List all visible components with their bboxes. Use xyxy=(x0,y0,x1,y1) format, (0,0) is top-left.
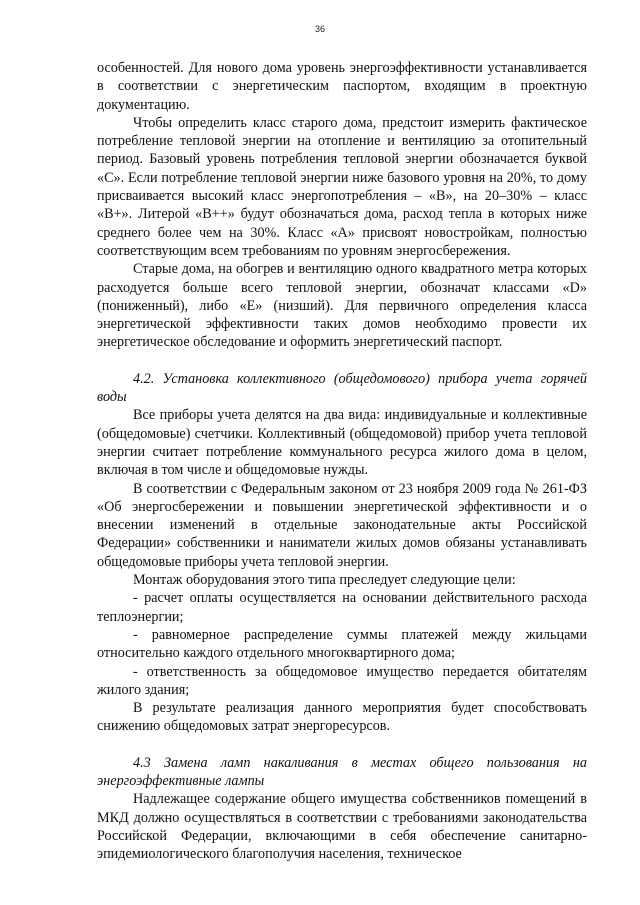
paragraph-meter-types: Все приборы учета делятся на два вида: индивидуальные и коллективные (общедомовые) счетчики. Коллективный (общедомовой) прибор учета тепловой энергии считает потребление коммунального ресурса жилого дома в целом, включая в том числе и общедомовые нужды. xyxy=(97,407,587,479)
list-item-payment: - расчет оплаты осуществляется на основании действительного расхода теплоэнергии; xyxy=(97,590,587,625)
paragraph-old-houses: Старые дома, на обогрев и вентиляцию одного квадратного метра которых расходуется больше всего тепловой энергии, обозначат классами «D» (пониженный), либо «Е» (низший). Для первичного определения класса энергетической эффективности таких домов необходимо провести их энергетическое обследование и оформить энергетический паспорт. xyxy=(97,261,587,351)
page-body xyxy=(97,59,587,863)
paragraph-federal-law: В соответствии с Федеральным законом от 23 ноября 2009 года № 261-ФЗ «Об энергосбережении и повышении энергетической эффективности и о внесении изменений в отдельные законодательные акты Российской Федерации» собственники и наниматели жилых домов обязаны устанавливать общедомовые приборы учета тепловой энергии. xyxy=(97,480,587,570)
page-number: 36 xyxy=(314,24,325,34)
section-heading-4-2: 4.2. Установка коллективного (общедомового) прибора учета горячей воды xyxy=(97,370,587,406)
paragraph-continuation: особенностей. Для нового дома уровень энергоэффективности устанавливается в соответствии с энергетическим паспортом, входящим в проектную документацию. xyxy=(97,60,587,113)
section-heading-4-3: 4.3 Замена ламп накаливания в местах общего пользования на энергоэффективные лампы xyxy=(97,754,587,789)
list-item-distribution: - равномерное распределение суммы платежей между жильцами относительно каждого отдельного многоквартирного дома; xyxy=(97,626,587,662)
paragraph-result: В результате реализация данного мероприятия будет способствовать снижению общедомовых затрат энергоресурсов. xyxy=(97,700,587,735)
paragraph-installation-goals: Монтаж оборудования этого типа преследует следующие цели: xyxy=(133,572,516,589)
list-item-responsibility: - ответственность за общедомовое имущество передается обитателям жилого здания; xyxy=(97,663,587,698)
paragraph-maintenance: Надлежащее содержание общего имущества собственников помещений в МКД должно осуществляться в соответствии с требованиями законодательства Российской Федерации, включающими в себя обеспечение санитарно-эпидемиологического благополучия населения, техническое xyxy=(97,791,587,863)
paragraph-class-definition: Чтобы определить класс старого дома, предстоит измерить фактическое потребление тепловой энергии на отопление и вентиляцию за отопительный период. Базовый уровень потребления тепловой энергии обозначается буквой «С». Если потребление тепловой энергии ниже базового уровня на 20%, то дому присваивается высокий класс энергопотребления – «В», на 20–30% – класс «В+». Литерой «В++» будут обозначаться дома, расход тепла в которых ниже среднего более чем на 30%. Класс «А» присвоят новостройкам, полностью соответствующим всем требованиям по уровням энергосбережения. xyxy=(97,114,587,259)
